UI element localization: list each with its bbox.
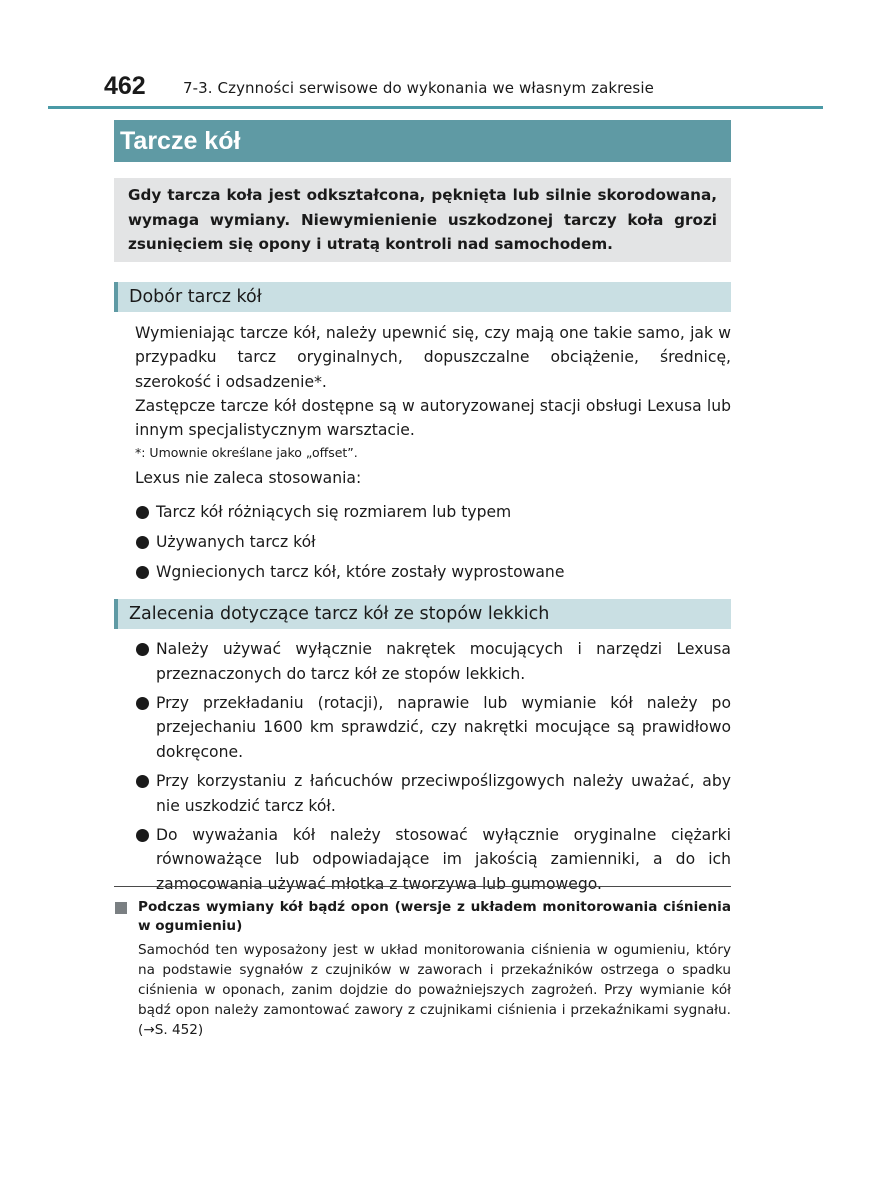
intro-warning: Gdy tarcza koła jest odkształcona, pęknięta lub silnie skorodowana, wymaga wymiany. Niewymienienie uszkodzonej tarczy koła grozi zsunięciem się opony i utratą kontroli nad samochodem. [114, 178, 731, 262]
list-item: Do wyważania kół należy stosować wyłącznie oryginalne ciężarki równoważące lub odpowiadające im jakością zamienniki, a do ich zamocowania używać młotka z tworzywa lub gumowego. [135, 823, 731, 897]
list-item: Używanych tarcz kół [135, 530, 731, 555]
bullet-icon [136, 566, 149, 579]
divider [114, 886, 731, 887]
section2-bullet-list [135, 637, 731, 901]
section-heading-alloy-wheels: Zalecenia dotyczące tarcz kół ze stopów lekkich [114, 599, 731, 629]
note-body: Samochód ten wyposażony jest w układ monitorowania ciśnienia w ogumieniu, który na podstawie sygnałów z czujników w zaworach i przekaźników ostrzega o spadku ciśnienia w oponach, zanim dojdzie do poważniejszych zagrożeń. Przy wymianie kół bądź opon należy zamontować zawory z czujnikami ciśnienia i przekaźnikami sygnału. (→S. 452) [138, 942, 731, 1038]
page-header [48, 70, 823, 109]
page-number: 462 [104, 72, 146, 100]
list-item: Tarcz kół różniących się rozmiarem lub typem [135, 500, 731, 525]
chapter-title: 7-3. Czynności serwisowe do wykonania we własnym zakresie [183, 79, 654, 97]
bullet-icon [136, 506, 149, 519]
square-bullet-icon [115, 902, 127, 914]
list-item: Wgniecionych tarcz kół, które zostały wyprostowane [135, 560, 731, 585]
list-item: Przy przekładaniu (rotacji), naprawie lub wymianie kół należy po przejechaniu 1600 km sprawdzić, czy nakrętki mocujące są prawidłowo dokręcone. [135, 691, 731, 765]
section1-bullet-list [135, 500, 731, 589]
section1-paragraph-1: Wymieniając tarcze kół, należy upewnić się, czy mają one takie samo, jak w przypadku tarcz oryginalnych, dopuszczalne obciążenie, średnicę, szerokość i odsadzenie*. [135, 324, 731, 391]
list-item: Należy używać wyłącznie nakrętek mocujących i narzędzi Lexusa przeznaczonych do tarcz kół ze stopów lekkich. [135, 637, 731, 687]
section1-paragraph-2: Zastępcze tarcze kół dostępne są w autoryzowanej stacji obsługi Lexusa lub innym specjalistycznym warsztacie. [135, 396, 731, 440]
section1-text [135, 321, 731, 491]
section-heading-wheel-selection: Dobór tarcz kół [114, 282, 731, 312]
bullet-icon [136, 829, 149, 842]
list-item: Przy korzystaniu z łańcuchów przeciwpoślizgowych należy uważać, aby nie uszkodzić tarcz kół. [135, 769, 731, 819]
note-title: Podczas wymiany kół bądź opon (wersje z układem monitorowania ciśnienia w ogumieniu) [114, 898, 731, 936]
bullet-icon [136, 697, 149, 710]
footnote: *: Umownie określane jako „offset”. [135, 445, 358, 461]
bullet-icon [136, 536, 149, 549]
section1-lead: Lexus nie zaleca stosowania: [135, 469, 362, 488]
bullet-icon [136, 643, 149, 656]
bullet-icon [136, 775, 149, 788]
page-title: Tarcze kół [114, 120, 731, 162]
